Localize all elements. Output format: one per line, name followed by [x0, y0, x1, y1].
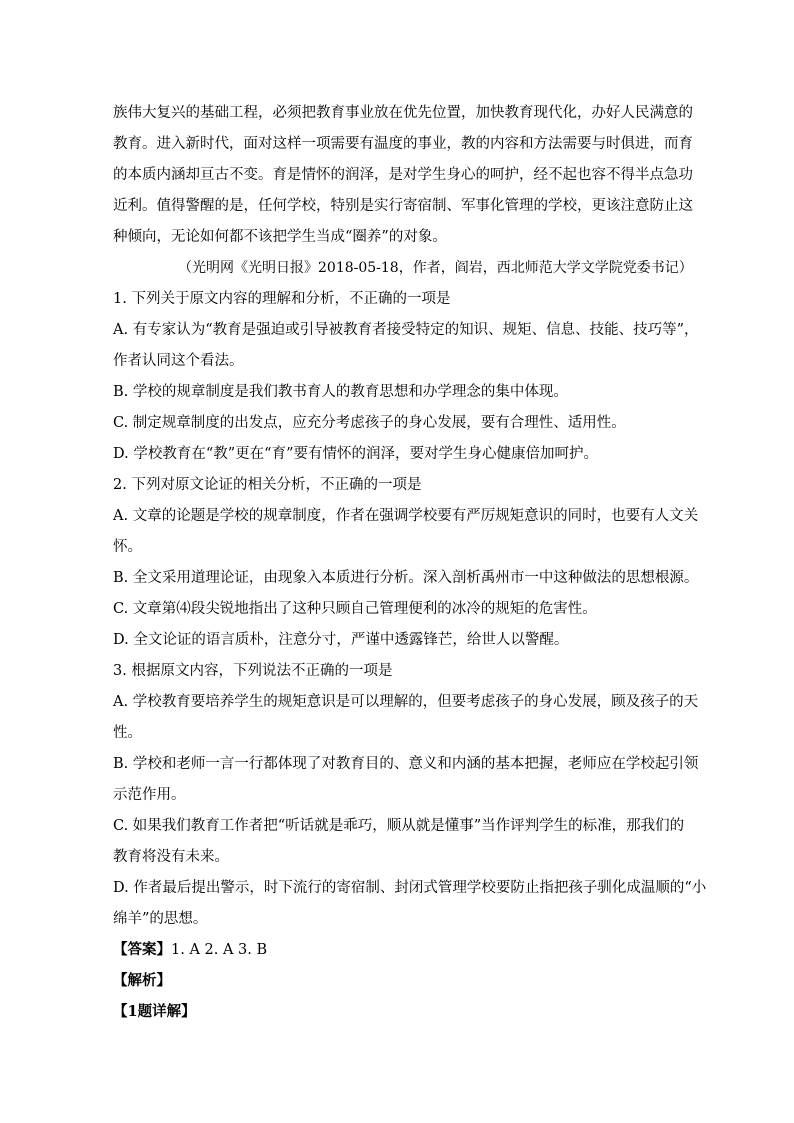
option-line: C. 如果我们教育工作者把“听话就是乖巧，顺从就是懂事”当作评判学生的标准，那我们的 — [113, 818, 685, 834]
option-line: B. 学校和老师一言一行都体现了对教育目的、意义和内涵的基本把握，老师应在学校起引领 — [113, 756, 699, 772]
option-line: 绵羊”的思想。 — [113, 911, 208, 927]
option-line: C. 制定规章制度的出发点，应充分考虑孩子的身心发展，要有合理性、适用性。 — [113, 415, 626, 431]
question-2-stem: 2. 下列对原文论证的相关分析，不正确的一项是 — [113, 477, 422, 493]
analysis-label: 【解析】 — [113, 972, 171, 989]
option-line: 性。 — [113, 725, 142, 741]
option-line: 作者认同这个看法。 — [113, 353, 244, 369]
answer-text: 1. A 2. A 3. B — [171, 942, 268, 958]
option-line: B. 学校的规章制度是我们教书育人的教育思想和办学理念的集中体现。 — [113, 384, 568, 400]
option-line: A. 有专家认为“教育是强迫或引导被教育者接受特定的知识、规矩、信息、技能、技巧等”， — [113, 322, 699, 338]
option-line: B. 全文采用道理论证，由现象入本质进行分析。深入剖析禹州市一中这种做法的思想根源。 — [113, 570, 699, 586]
passage-line: 近利。值得警醒的是，任何学校，特别是实行寄宿制、军事化管理的学校，更该注意防止这 — [113, 198, 693, 214]
option-line: D. 全文论证的语言质朴，注意分寸，严谨中透露锋芒，给世人以警醒。 — [113, 632, 569, 648]
passage-line: 族伟大复兴的基础工程，必须把教育事业放在优先位置，加快教育现代化，办好人民满意的 — [113, 105, 693, 121]
option-line: 怀。 — [113, 539, 142, 555]
option-line: 教育将没有未来。 — [113, 849, 229, 865]
option-line: 示范作用。 — [113, 787, 186, 803]
option-line: D. 作者最后提出警示，时下流行的寄宿制、封闭式管理学校要防止指把孩子驯化成温顺的“小 — [113, 880, 707, 896]
option-line: C. 文章第⑷段尖锐地指出了这种只顾自己管理便利的冰冷的规矩的危害性。 — [113, 601, 597, 617]
option-line: A. 学校教育要培养学生的规矩意识是可以理解的，但要考虑孩子的身心发展，顾及孩子的天 — [113, 694, 699, 710]
question-3-stem: 3. 根据原文内容，下列说法不正确的一项是 — [113, 663, 393, 679]
question-1-stem: 1. 下列关于原文内容的理解和分析，不正确的一项是 — [113, 291, 451, 307]
passage-line: 的本质内涵却亘古不变。育是情怀的润泽，是对学生身心的呵护，经不起也容不得半点急功 — [113, 167, 693, 183]
option-line: A. 文章的论题是学校的规章制度，作者在强调学校要有严厉规矩意识的同时，也要有人文关 — [113, 508, 699, 524]
answer-label: 【答案】 — [113, 941, 171, 958]
source-citation: （光明网《光明日报》2018-05-18，作者，阎岩，西北师范大学文学院党委书记） — [178, 260, 693, 276]
passage-line: 教育。进入新时代，面对这样一项需要有温度的事业，教的内容和方法需要与时俱进，而育 — [113, 136, 693, 152]
option-line: D. 学校教育在“教”更在“育”要有情怀的润泽，要对学生身心健康倍加呵护。 — [113, 446, 598, 462]
analysis-detail-label: 【1题详解】 — [113, 1003, 196, 1020]
passage-line: 种倾向，无论如何都不该把学生当成“圈养”的对象。 — [113, 229, 447, 245]
answer-row — [113, 940, 267, 960]
